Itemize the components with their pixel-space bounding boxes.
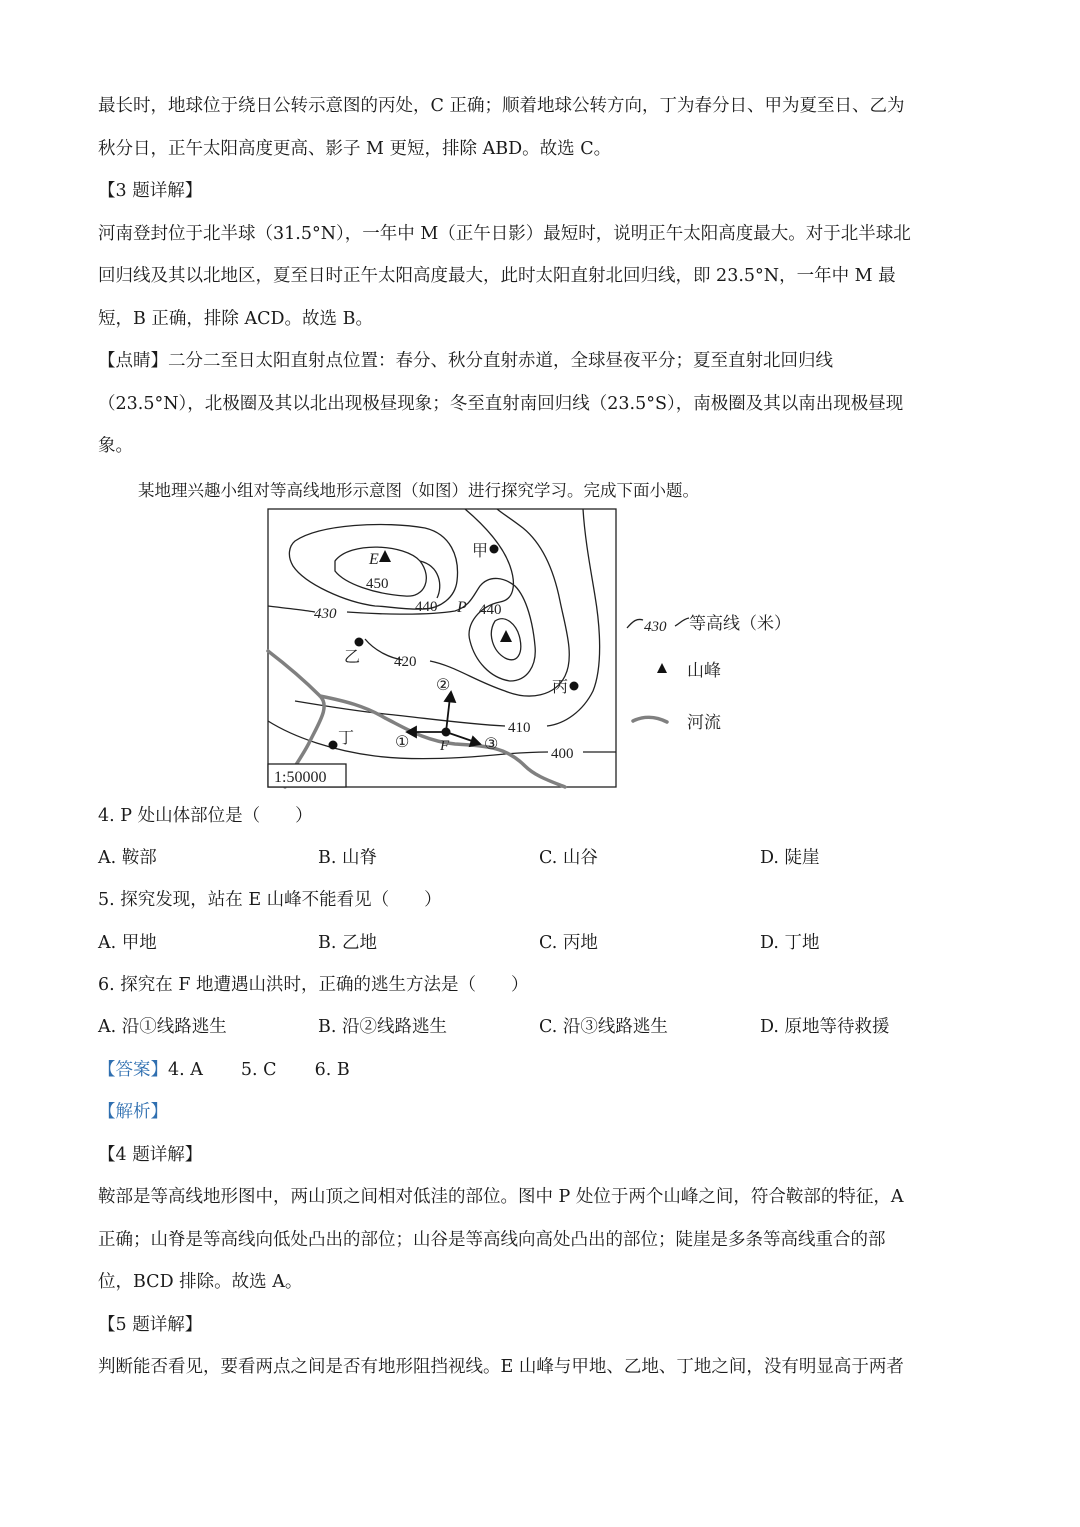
option-b: B. 山脊 bbox=[318, 848, 377, 868]
contour-map-figure bbox=[265, 506, 825, 791]
contour-label: 440 bbox=[415, 599, 438, 615]
section-heading: 【5 题详解】 bbox=[98, 1315, 203, 1335]
option-b: B. 乙地 bbox=[318, 933, 377, 953]
peak-icon bbox=[500, 630, 512, 642]
route-label-1: ① bbox=[395, 734, 410, 751]
section-heading: 【3 题详解】 bbox=[98, 181, 203, 201]
paragraph-line: 象。 bbox=[98, 436, 133, 456]
answer-line bbox=[98, 1056, 350, 1081]
point-label-bing: 丙 bbox=[552, 679, 569, 696]
question-stem: 5. 探究发现，站在 E 山峰不能看见（ ） bbox=[98, 890, 442, 910]
option-b: B. 沿②线路逃生 bbox=[318, 1017, 447, 1037]
paragraph-line: 短，B 正确，排除 ACD。故选 B。 bbox=[98, 309, 373, 329]
route-label-3: ③ bbox=[484, 736, 499, 753]
question-stem: 6. 探究在 F 地遭遇山洪时，正确的逃生方法是（ ） bbox=[98, 975, 529, 995]
option-a: A. 甲地 bbox=[98, 933, 157, 953]
question-intro: 某地理兴趣小组对等高线地形示意图（如图）进行探究学习。完成下面小题。 bbox=[138, 481, 699, 500]
option-c: C. 丙地 bbox=[539, 933, 598, 953]
point-label-F: F bbox=[440, 738, 450, 754]
contour-label: 410 bbox=[508, 720, 531, 736]
route-label-2: ② bbox=[436, 677, 451, 694]
option-d: D. 丁地 bbox=[760, 933, 820, 953]
contour-label: 450 bbox=[366, 576, 389, 592]
legend-river-label: 河流 bbox=[687, 713, 721, 733]
contour-label: 430 bbox=[314, 606, 337, 622]
point-label-E: E bbox=[369, 551, 379, 568]
contour-label: 420 bbox=[394, 654, 417, 670]
paragraph-line: 河南登封位于北半球（31.5°N），一年中 M（正午日影）最短时，说明正午太阳高度最大。对于北半球北 bbox=[98, 224, 911, 244]
paragraph-line: 秋分日，正午太阳高度更高、影子 M 更短，排除 ABD。故选 C。 bbox=[98, 139, 612, 159]
point-label-yi: 乙 bbox=[344, 649, 361, 666]
legend-contour-sample: 430 bbox=[644, 619, 667, 635]
section-heading: 【4 题详解】 bbox=[98, 1145, 203, 1165]
answer-4: 4. A bbox=[168, 1060, 203, 1080]
point-label-jia: 甲 bbox=[472, 543, 489, 560]
analysis-tag: 【解析】 bbox=[98, 1102, 168, 1122]
legend-peak-icon bbox=[657, 663, 667, 673]
option-c: C. 山谷 bbox=[539, 848, 598, 868]
question-stem: 4. P 处山体部位是（ ） bbox=[98, 806, 313, 826]
option-d: D. 原地等待救援 bbox=[760, 1017, 890, 1037]
tip-paragraph: 【点睛】二分二至日太阳直射点位置：春分、秋分直射赤道，全球昼夜平分；夏至直射北回归线 bbox=[98, 351, 833, 371]
paragraph-line: 位，BCD 排除。故选 A。 bbox=[98, 1272, 303, 1292]
answer-6: 6. B bbox=[314, 1060, 350, 1080]
paragraph-line: 鞍部是等高线地形图中，两山顶之间相对低洼的部位。图中 P 处位于两个山峰之间，符合鞍部的特征，A bbox=[98, 1187, 904, 1207]
contour-label: 440 bbox=[479, 602, 502, 618]
paragraph-line: 判断能否看见，要看两点之间是否有地形阻挡视线。E 山峰与甲地、乙地、丁地之间，没有明显高于两者 bbox=[98, 1357, 904, 1377]
peak-icon bbox=[379, 550, 391, 562]
map-scale: 1:50000 bbox=[274, 769, 327, 786]
option-c: C. 沿③线路逃生 bbox=[539, 1017, 668, 1037]
option-a: A. 鞍部 bbox=[98, 848, 157, 868]
paragraph-line: 最长时，地球位于绕日公转示意图的丙处，C 正确；顺着地球公转方向，丁为春分日、甲为夏至日、乙为 bbox=[98, 96, 905, 116]
paragraph-line: 正确；山脊是等高线向低处凸出的部位；山谷是等高线向高处凸出的部位；陡崖是多条等高线重合的部 bbox=[98, 1230, 886, 1250]
point-label-ding: 丁 bbox=[338, 730, 355, 747]
paragraph-line: 回归线及其以北地区，夏至日时正午太阳高度最大，此时太阳直射北回归线，即 23.5°N，一年中 M 最 bbox=[98, 266, 896, 286]
contour-label: 400 bbox=[551, 746, 574, 762]
legend-peak-label: 山峰 bbox=[687, 661, 721, 681]
legend-river-symbol bbox=[633, 717, 667, 722]
answer-tag: 【答案】 bbox=[98, 1060, 168, 1080]
option-a: A. 沿①线路逃生 bbox=[98, 1017, 227, 1037]
option-d: D. 陡崖 bbox=[760, 848, 820, 868]
legend-contour-label: 等高线（米） bbox=[689, 614, 791, 634]
paragraph-line: （23.5°N），北极圈及其以北出现极昼现象；冬至直射南回归线（23.5°S），南极圈及其以南出现极昼现 bbox=[98, 394, 904, 414]
point-label-P: P bbox=[457, 599, 467, 616]
answer-5: 5. C bbox=[240, 1060, 277, 1080]
